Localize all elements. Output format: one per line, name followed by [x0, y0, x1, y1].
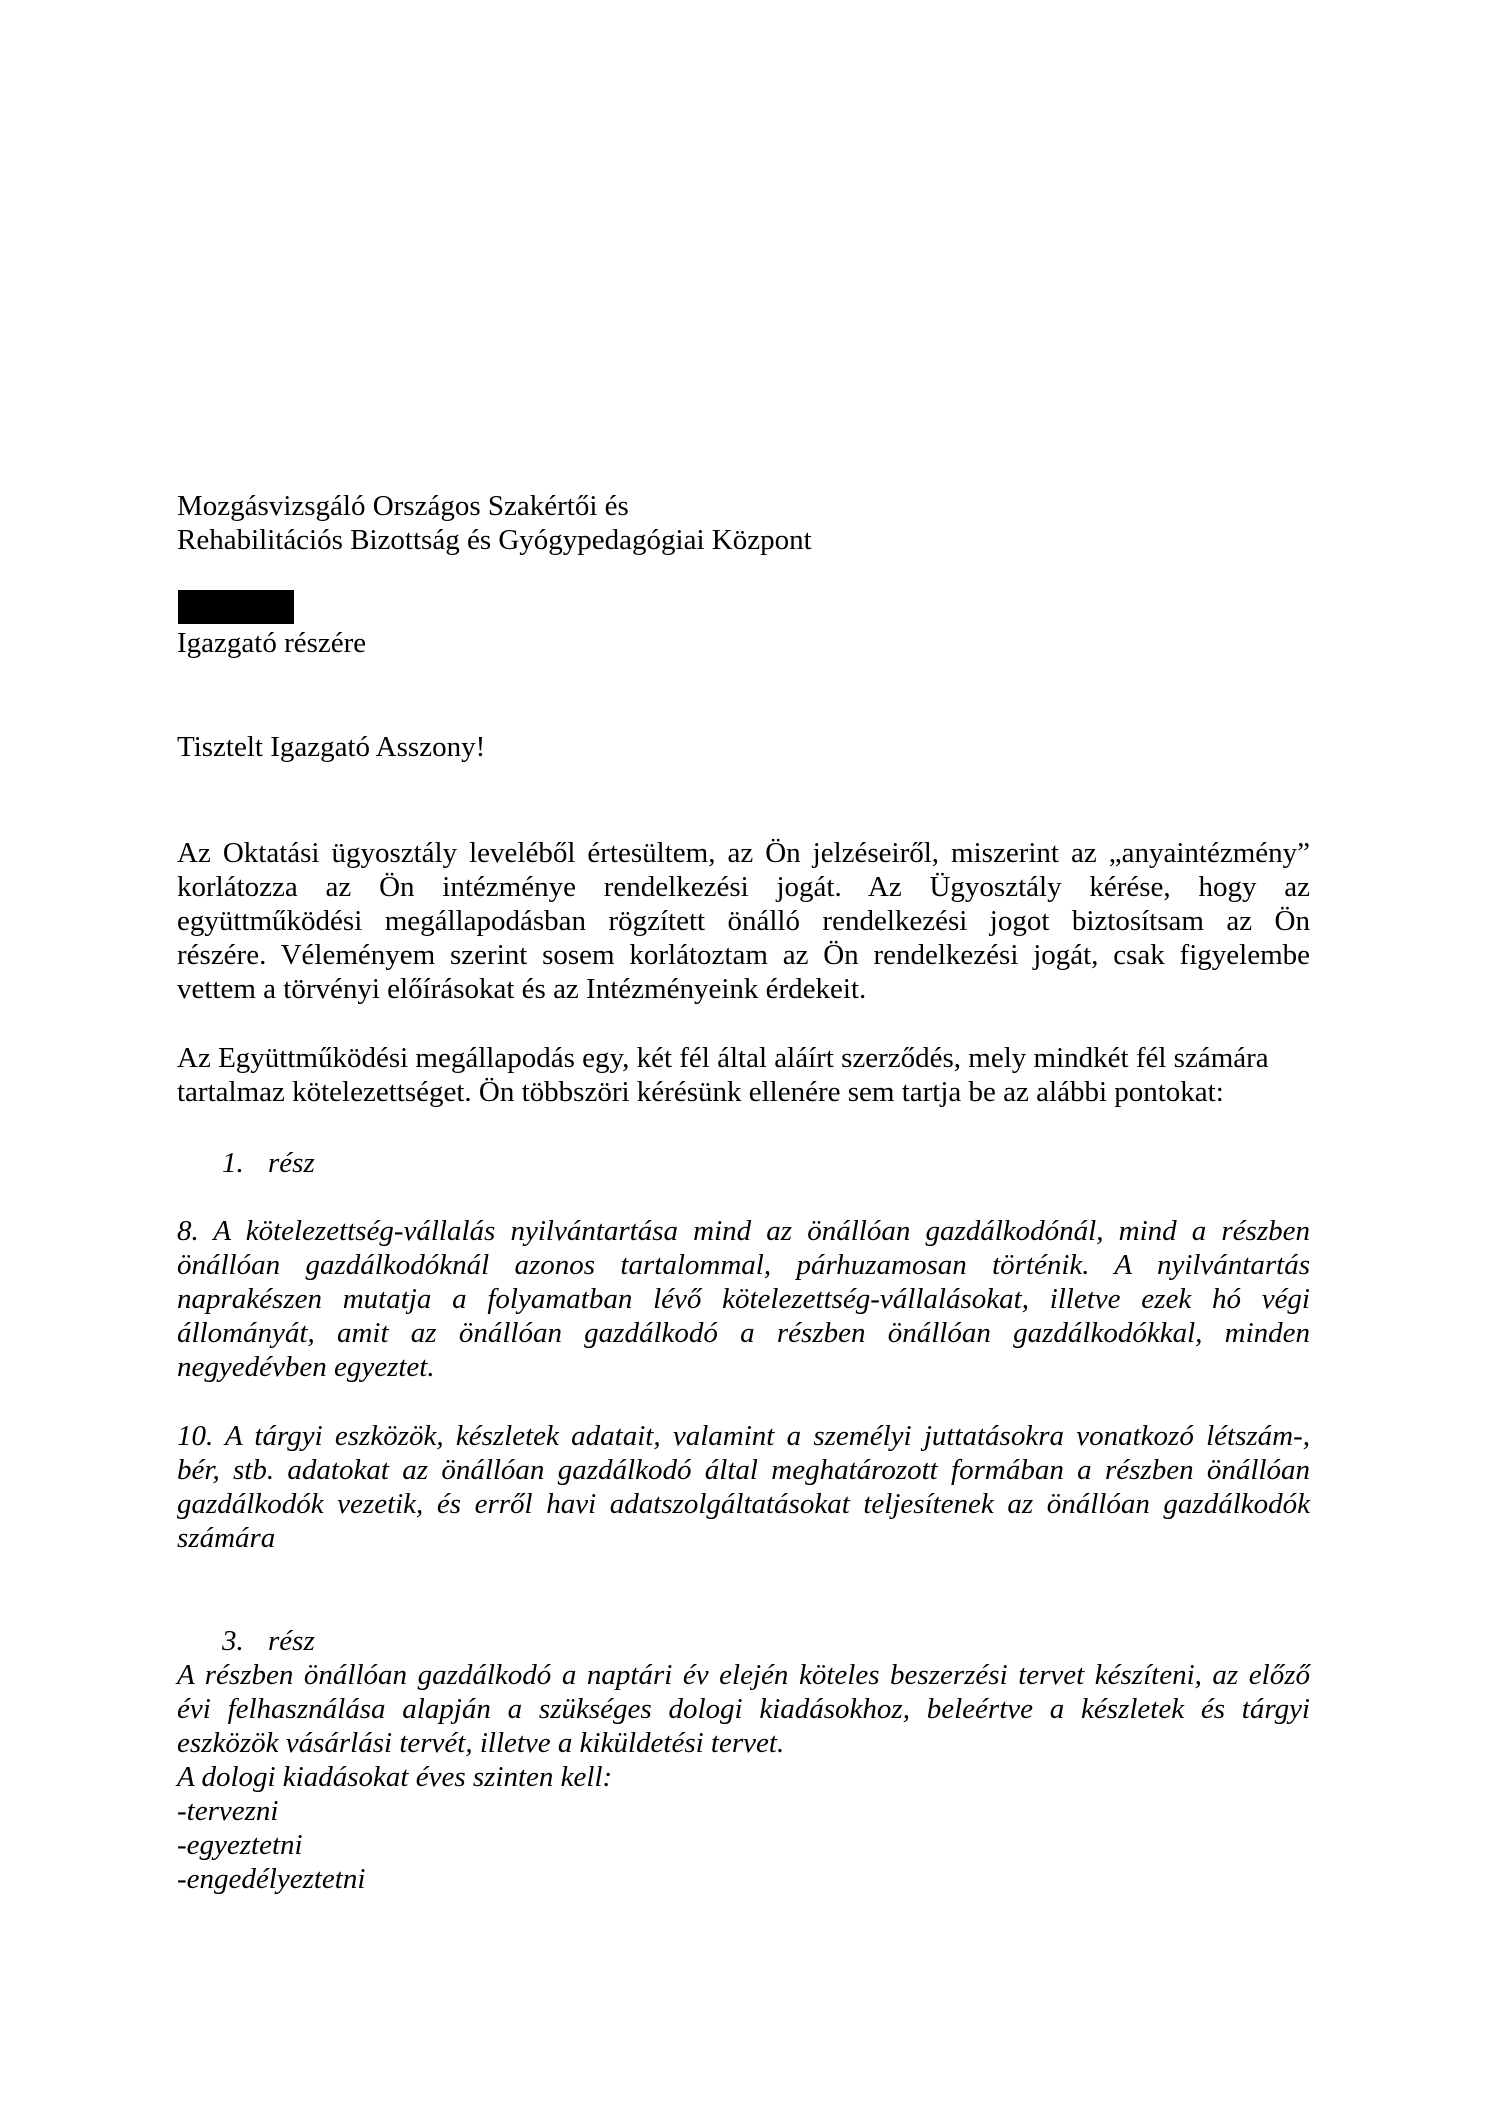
- section-3-list: [177, 1760, 1310, 1896]
- item-8-line: önállóan gazdálkodóknál azonos tartalommal, párhuzamosan történik. A nyilvántartás: [177, 1249, 1310, 1281]
- addressee-line: [177, 626, 1310, 660]
- section-1-number: 1.: [222, 1147, 244, 1179]
- section-3-line: A részben önállóan gazdálkodó a naptári év elején köteles beszerzési tervet készíteni, az előző: [177, 1659, 1310, 1691]
- item-8: [177, 1214, 1310, 1384]
- salutation-text: Tisztelt Igazgató Asszony!: [177, 731, 486, 763]
- item-10: [177, 1419, 1310, 1555]
- item-8-line: 8. A kötelezettség-vállalás nyilvántartása mind az önállóan gazdálkodónál, mind a részben: [177, 1215, 1310, 1247]
- section-1-heading: [0, 1146, 1488, 1180]
- section-3-list-item: -engedélyeztetni: [177, 1863, 366, 1895]
- paragraph-1-line: részére. Véleményem szerint sosem korlátoztam az Ön rendelkezési jogát, csak figyelembe: [177, 939, 1310, 971]
- paragraph-2-line: Az Együttműködési megállapodás egy, két fél által aláírt szerződés, mely mindkét fél számára: [177, 1042, 1269, 1074]
- addressee-text: Igazgató részére: [177, 627, 367, 659]
- recipient-org-line-2: Rehabilitációs Bizottság és Gyógypedagógiai Központ: [177, 524, 812, 556]
- section-3-number: 3.: [222, 1625, 244, 1657]
- paragraph-1: [177, 836, 1310, 1006]
- recipient-org-line-1: Mozgásvizsgáló Országos Szakértői és: [177, 490, 629, 522]
- section-3-text: [177, 1658, 1310, 1760]
- paragraph-1-line: vettem a törvényi előírásokat és az Intézményeink érdekeit.: [177, 973, 867, 1005]
- section-3-list-item: -egyeztetni: [177, 1829, 303, 1861]
- section-3-list-item: -tervezni: [177, 1795, 279, 1827]
- item-10-line: számára: [177, 1522, 276, 1554]
- item-10-line: gazdálkodók vezetik, és erről havi adatszolgáltatásokat teljesítenek az önállóan gazdálkodók: [177, 1488, 1310, 1520]
- item-8-line: naprakészen mutatja a folyamatban lévő kötelezettség-vállalásokat, illetve ezek hó végi: [177, 1283, 1310, 1315]
- item-8-line: negyedévben egyeztet.: [177, 1351, 435, 1383]
- recipient-block: [177, 489, 1310, 557]
- section-3-label: rész: [268, 1625, 315, 1657]
- paragraph-1-line: együttműködési megállapodásban rögzített önálló rendelkezési jogot biztosítsam az Ön: [177, 905, 1310, 937]
- item-10-line: bér, stb. adatokat az önállóan gazdálkodó által meghatározott formában a részben önállóan: [177, 1454, 1310, 1486]
- item-10-line: 10. A tárgyi eszközök, készletek adatait, valamint a személyi juttatásokra vonatkozó létszám-,: [177, 1420, 1310, 1452]
- salutation: [177, 730, 1310, 764]
- paragraph-2-line: tartalmaz kötelezettséget. Ön többszöri kérésünk ellenére sem tartja be az alábbi pontokat:: [177, 1076, 1224, 1108]
- paragraph-1-line: Az Oktatási ügyosztály leveléből értesültem, az Ön jelzéseiről, miszerint az „anyaintézmény”: [177, 837, 1310, 869]
- paragraph-2: [177, 1041, 1310, 1109]
- section-1-label: rész: [268, 1147, 315, 1179]
- redacted-name-bar: [178, 590, 294, 624]
- paragraph-1-line: korlátozza az Ön intézménye rendelkezési jogát. Az Ügyosztály kérése, hogy az: [177, 871, 1310, 903]
- section-3-heading: [0, 1624, 1488, 1658]
- section-3-line: eszközök vásárlási tervét, illetve a kiküldetési tervet.: [177, 1727, 785, 1759]
- section-3-list-intro: A dologi kiadásokat éves szinten kell:: [177, 1761, 613, 1793]
- section-3-line: évi felhasználása alapján a szükséges dologi kiadásokhoz, beleértve a készletek és tárgyi: [177, 1693, 1310, 1725]
- item-8-line: állományát, amit az önállóan gazdálkodó a részben önállóan gazdálkodókkal, minden: [177, 1317, 1310, 1349]
